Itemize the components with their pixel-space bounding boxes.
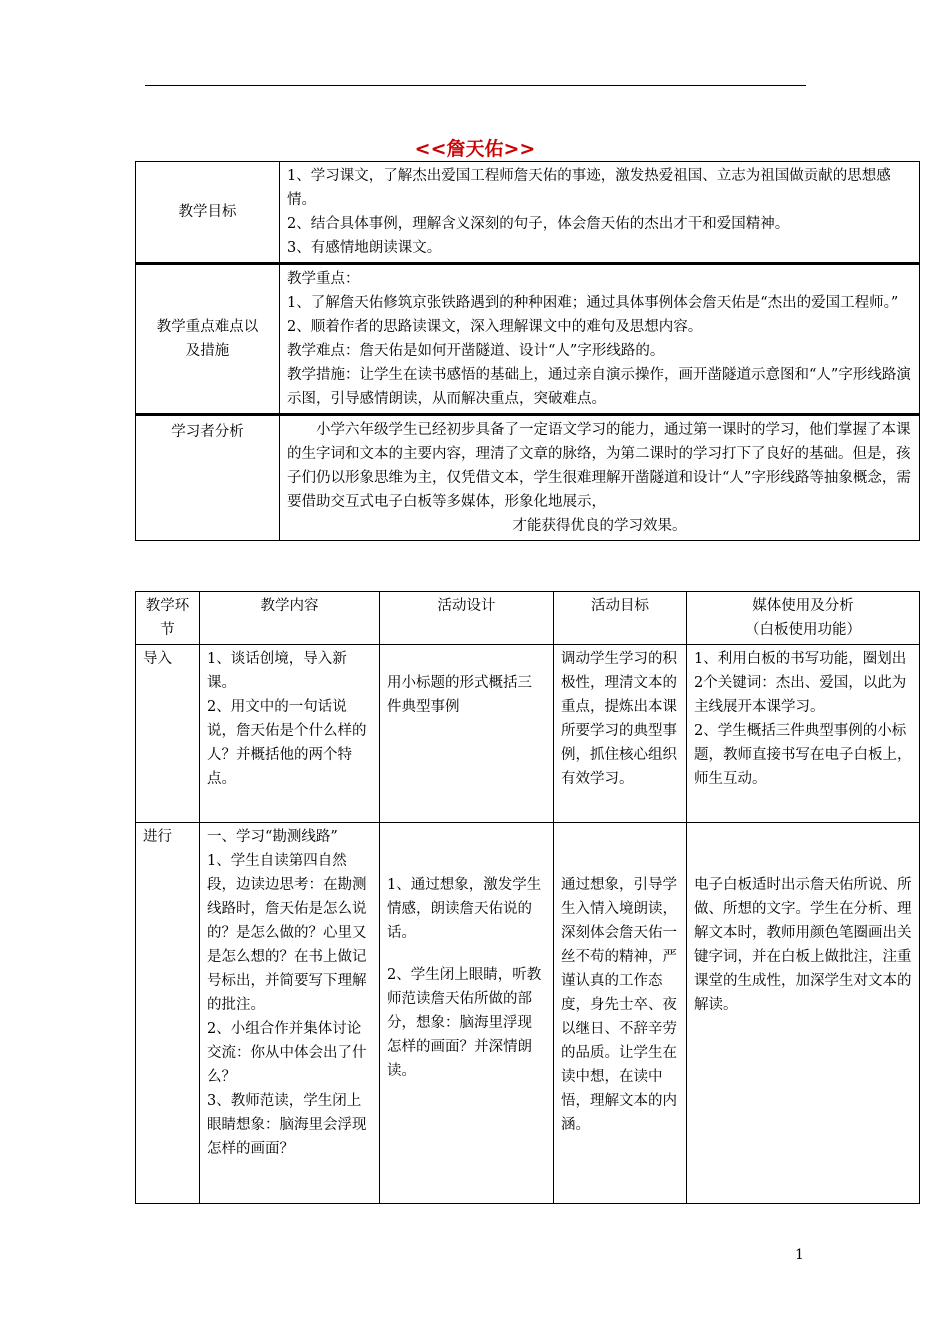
header-stage: 教学环节 xyxy=(136,592,200,645)
activity-line: 1、通过想象，激发学生情感，朗读詹天佑说的话。 xyxy=(387,877,542,941)
activity-line: 用小标题的形式概括三件典型事例 xyxy=(387,675,532,715)
page-number: 1 xyxy=(795,1247,804,1263)
header-media-subtitle: （白板使用功能） xyxy=(745,622,861,638)
media-cell xyxy=(687,645,920,823)
focus-line: 2、顺着作者的思路读课文，深入理解课文中的难句及思想内容。 xyxy=(287,319,703,335)
content-line: 2、用文中的一句话说说，詹天佑是个什么样的人？并概括他的两个特点。 xyxy=(207,699,367,787)
header-media xyxy=(687,592,920,645)
measure-line: 教学措施：让学生在读书感悟的基础上，通过亲自演示操作，画开凿隧道示意图和“人”字形线路演示图，引导感情朗读，从而解决重点，突破难点。 xyxy=(287,367,911,407)
activity-cell xyxy=(380,645,554,823)
table-row xyxy=(136,823,920,1204)
objective-line: 1、学习课文，了解杰出爱国工程师詹天佑的事迹，激发热爱祖国、立志为祖国做贡献的思想感情。 xyxy=(287,168,891,208)
media-cell xyxy=(687,823,920,1204)
table-row xyxy=(136,264,920,415)
row-content xyxy=(280,162,920,264)
goal-cell: 调动学生学习的积极性，理清文本的重点，提炼出本课所要学习的典型事例，抓住核心组织有效学习。 xyxy=(554,645,687,823)
activity-cell xyxy=(380,823,554,1204)
content-line: 3、教师范读，学生闭上眼睛想象：脑海里会浮现怎样的画面？ xyxy=(207,1093,367,1157)
header-activity: 活动设计 xyxy=(380,592,554,645)
focus-line: 1、了解詹天佑修筑京张铁路遇到的种种困难；通过具体事例体会詹天佑是“杰出的爱国工程师。” xyxy=(287,295,899,311)
page-title: <<詹天佑>> xyxy=(414,138,536,160)
content-line: 1、学生自读第四自然段，边读边思考：在勘测线路时，詹天佑是怎么说的？是怎么做的？心里又是怎么想的？在书上做记号标出，并简要写下理解的批注。 xyxy=(207,853,367,1013)
content-cell xyxy=(200,823,380,1204)
media-line: 2、学生概括三件典型事例的小标题，教师直接书写在电子白板上，师生互动。 xyxy=(694,723,912,787)
stage-cell: 导入 xyxy=(136,645,200,823)
content-line: 1、谈话创境，导入新课。 xyxy=(207,651,347,691)
table-row xyxy=(136,645,920,823)
media-line: 电子白板适时出示詹天佑所说、所做、所想的文字。学生在分析、理解文本时，教师用颜色笔圈画出关键字词，并在白板上做批注，注重课堂的生成性，加深学生对文本的解读。 xyxy=(694,877,912,1013)
row-content xyxy=(280,264,920,415)
content-line: 一、学习“勘测线路” xyxy=(207,829,338,845)
objective-line: 2、结合具体事例，理解含义深刻的句子，体会詹天佑的杰出才干和爱国精神。 xyxy=(287,216,790,232)
header-goal: 活动目标 xyxy=(554,592,687,645)
content-line: 2、小组合作并集体讨论交流：你从中体会出了什么？ xyxy=(207,1021,367,1085)
header-rule xyxy=(145,85,806,86)
header-content: 教学内容 xyxy=(200,592,380,645)
teaching-process-table xyxy=(135,591,920,1204)
objective-line: 3、有感情地朗读课文。 xyxy=(287,240,442,256)
goal-cell xyxy=(554,823,687,1204)
table-header-row xyxy=(136,592,920,645)
row-label: 教学重点难点以及措施 xyxy=(136,264,280,415)
row-label: 教学目标 xyxy=(136,162,280,264)
activity-line: 2、学生闭上眼睛，听教师范读詹天佑所做的部分，想象：脑海里浮现怎样的画面？并深情朗读。 xyxy=(387,967,542,1079)
difficulty-line: 教学难点：詹天佑是如何开凿隧道、设计“人”字形线路的。 xyxy=(287,343,665,359)
table-row xyxy=(136,415,920,541)
goal-text: 通过想象，引导学生入情入境朗读，深刻体会詹天佑一丝不苟的精神，严谨认真的工作态度，身先士卒、夜以继日、不辞辛劳的品质。让学生在读中想，在读中悟，理解文本的内涵。 xyxy=(561,877,677,1133)
learner-analysis-last-line: 才能获得优良的学习效果。 xyxy=(512,518,687,534)
lesson-overview-table xyxy=(135,161,920,541)
stage-cell: 进行 xyxy=(136,823,200,1204)
row-content xyxy=(280,415,920,541)
learner-analysis-text: 小学六年级学生已经初步具备了一定语文学习的能力，通过第一课时的学习，他们掌握了本课的生字词和文本的主要内容，理清了文章的脉络，为第二课时的学习打下了良好的基础。但是，孩子们仍以形象思维为主，仅凭借文本，学生很难理解开凿隧道和设计“人”字形线路等抽象概念，需要借助交互式电子白板等多媒体，形象化地展示， xyxy=(287,422,911,510)
focus-line: 教学重点： xyxy=(287,271,360,287)
table-row xyxy=(136,162,920,264)
content-cell xyxy=(200,645,380,823)
row-label: 学习者分析 xyxy=(136,415,280,541)
header-media-title: 媒体使用及分析 xyxy=(752,598,854,614)
media-line: 1、利用白板的书写功能，圈划出2个关键词：杰出、爱国，以此为主线展开本课学习。 xyxy=(694,651,907,715)
